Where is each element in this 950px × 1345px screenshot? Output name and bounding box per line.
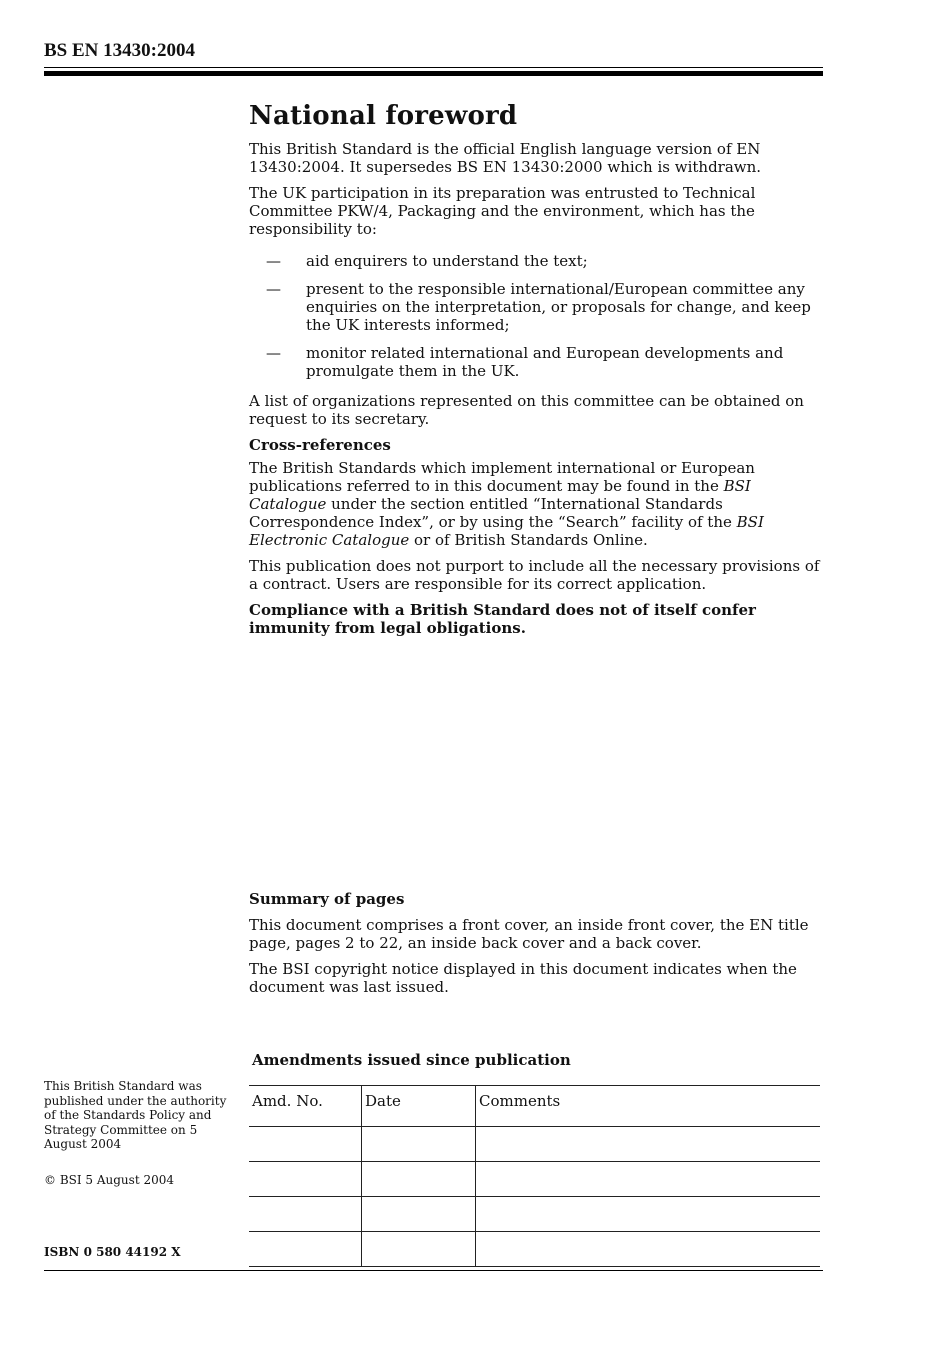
- summary-paragraph-2: The BSI copyright notice displayed in this document indicates when the document was last issued.: [249, 960, 797, 996]
- column-header-amd-no: Amd. No.: [249, 1086, 362, 1127]
- table-header-row: [249, 1086, 820, 1127]
- document-id-header: BS EN 13430:2004: [44, 40, 195, 61]
- table-cell: [476, 1127, 821, 1162]
- list-item-text: monitor related international and European developments and promulgate them in the UK.: [306, 344, 784, 380]
- table-cell: [362, 1197, 476, 1232]
- foreword-paragraph-4: This publication does not purport to include all the necessary provisions of a contract. Users are responsible for its correct application.: [249, 557, 820, 593]
- publication-authority-note: This British Standard was published under the authority of the Standards Policy and Strategy Committee on 5 August 2004: [44, 1079, 227, 1151]
- page-title: National foreword: [249, 101, 518, 131]
- amendments-title: Amendments issued since publication: [252, 1051, 571, 1069]
- header-thick-rule: [44, 71, 823, 76]
- summary-of-pages-section: [249, 890, 829, 1004]
- table-cell: [476, 1162, 821, 1197]
- column-header-comments: Comments: [476, 1086, 821, 1127]
- column-header-date: Date: [362, 1086, 476, 1127]
- table-cell: [362, 1127, 476, 1162]
- table-cell: [249, 1127, 362, 1162]
- amendments-table: [249, 1085, 820, 1267]
- foreword-paragraph-2: The UK participation in its preparation was entrusted to Technical Committee PKW/4, Packaging and the environment, which has the responsibility to:: [249, 184, 756, 238]
- table-row: [249, 1197, 820, 1232]
- bsi-catalogue-title: BSI Catalogue: [249, 477, 751, 513]
- list-dash: —: [266, 344, 281, 362]
- header-thin-rule: [44, 67, 823, 68]
- table-cell: [249, 1162, 362, 1197]
- cross-references-paragraph: [249, 459, 829, 549]
- crossref-text-1: The British Standards which implement international or European publications referred to in this document may be found in the: [249, 459, 755, 495]
- table-row: [249, 1232, 820, 1267]
- table-cell: [362, 1162, 476, 1197]
- compliance-statement: Compliance with a British Standard does not of itself confer immunity from legal obligations.: [249, 601, 756, 637]
- cross-references-heading: Cross-references: [249, 436, 391, 454]
- list-item: [249, 344, 829, 380]
- foreword-paragraph-3: A list of organizations represented on this committee can be obtained on request to its secretary.: [249, 392, 804, 428]
- list-item-text: present to the responsible international/European committee any enquiries on the interpretation, or proposals for change, and keep the UK interests informed;: [306, 280, 811, 334]
- table-row: [249, 1127, 820, 1162]
- summary-paragraph-1: This document comprises a front cover, an inside front cover, the EN title page, pages 2 to 22, an inside back cover and a back cover.: [249, 916, 809, 952]
- table-row: [249, 1162, 820, 1197]
- table-cell: [249, 1232, 362, 1267]
- list-item: [249, 280, 829, 334]
- crossref-text-3: or of British Standards Online.: [409, 531, 648, 549]
- summary-heading: Summary of pages: [249, 890, 405, 908]
- list-dash: —: [266, 280, 281, 298]
- table-cell: [476, 1197, 821, 1232]
- foreword-paragraph-1: This British Standard is the official English language version of EN 13430:2004. It supersedes BS EN 13430:2000 which is withdrawn.: [249, 140, 762, 176]
- table-cell: [362, 1232, 476, 1267]
- table-cell: [249, 1197, 362, 1232]
- bsi-electronic-catalogue-title: BSI Electronic Catalogue: [249, 513, 764, 549]
- isbn-number: ISBN 0 580 44192 X: [44, 1245, 181, 1259]
- footer-rule: [44, 1270, 823, 1271]
- table-cell: [476, 1232, 821, 1267]
- crossref-text-2: under the section entitled “International Standards Correspondence Index”, or by using the “Search” facility of the: [249, 495, 737, 531]
- list-item-text: aid enquirers to understand the text;: [306, 252, 588, 270]
- copyright-notice: © BSI 5 August 2004: [44, 1173, 174, 1187]
- list-dash: —: [266, 252, 281, 270]
- responsibility-list: [249, 252, 829, 380]
- national-foreword-section: [249, 100, 829, 645]
- list-item: [249, 252, 829, 270]
